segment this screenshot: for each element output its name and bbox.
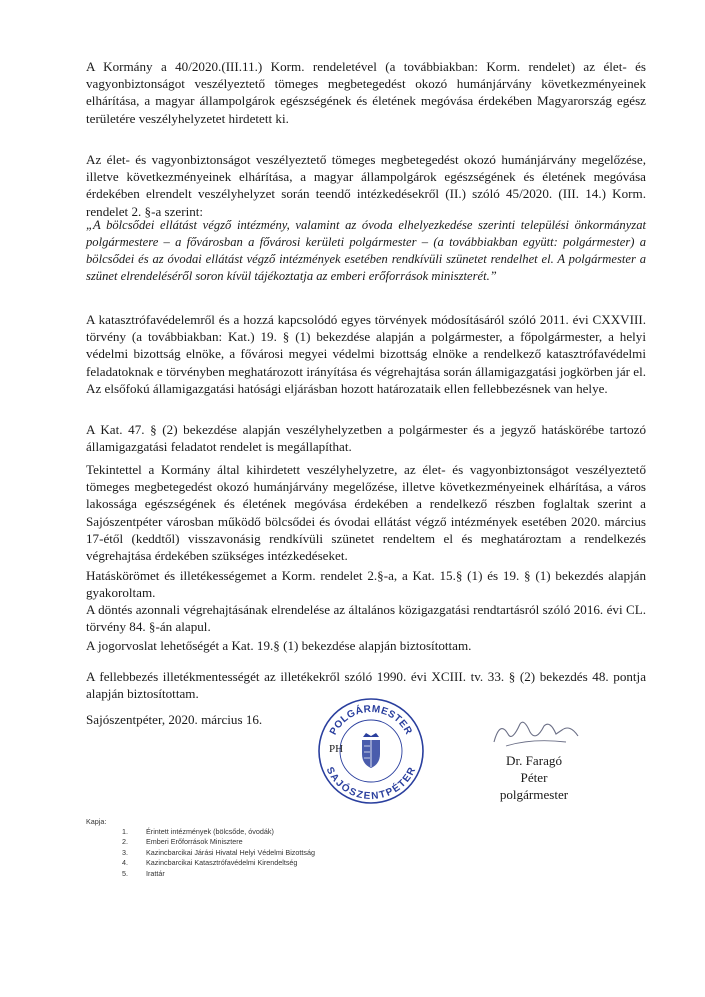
list-item: 3. Kazincbarcikai Járási Hivatal Helyi Védelmi Bizottság — [122, 847, 315, 857]
signatory-title: polgármester — [499, 787, 569, 802]
paragraph-9: A jogorvoslat lehetőségét a Kat. 19.§ (1) bekezdése alapján biztosítottam. — [86, 638, 472, 653]
paragraph-8: A döntés azonnali végrehajtásának elrendelése az általános közigazgatási rendtartásról szóló 2016. évi CL. törvény 84. §-án alapul. — [86, 602, 646, 635]
paragraph-4: A katasztrófavédelemről és a hozzá kapcsolódó egyes törvények módosításáról szóló 2011. évi CXXVIII. törvény (a továbbiakban: Kat.) 19. § (1) bekezdése alapján a polgármester, a főpolgármester, a helyi védelmi bizottság elnöke, a fővárosi megyei védelmi bizottság elnöke a rendelkező katasztrófavédelmi feladatoknak e törvényben meghatározott irányítása és végrehajtása során államigazgatási jogkörben jár el. Az elsőfokú államigazgatási hatósági eljárásban hozott határozataik ellen fellebbezésnek van helye. — [86, 312, 646, 396]
signatory-name: Dr. Faragó Péter — [506, 753, 562, 785]
paragraph-1: A Kormány a 40/2020.(III.11.) Korm. rendeletével (a továbbiakban: Korm. rendelet) az élet- és vagyonbiztonságot veszélyeztető tömeges megbetegedést okozó humánjárvány következményeinek elhárítása, a magyar állampolgárok egészségének és életének megóvása érdekében Magyarország egész területére veszélyhelyzetet hirdetett ki. — [86, 59, 646, 126]
signature-scribble — [486, 712, 586, 756]
svg-text:SAJÓSZENTPÉTER — [323, 765, 418, 802]
paragraph-5: A Kat. 47. § (2) bekezdése alapján veszélyhelyzetben a polgármester és a jegyző hatáskörébe tartozó államigazgatási feladatot rendelet is megállapíthat. — [86, 422, 646, 455]
quoted-paragraph: „A bölcsődei ellátást végző intézmény, valamint az óvoda elhelyezkedése szerinti települési önkormányzat polgármestere – a fővárosban a fővárosi kerületi polgármester – (a továbbiakban együtt: polgármester) a bölcsődei és az óvodai ellátást végző intézmények esetében rendkívüli szünetet rendelhet el. A polgármester a szünet elrendeléséről soron kívül tájékoztatja az emberi erőforrások miniszterét.” — [86, 218, 646, 283]
official-seal — [316, 696, 426, 806]
list-item: 2. Emberi Erőforrások Minisztere — [122, 837, 243, 847]
signatory-block — [491, 752, 577, 803]
list-item: 5. Irattár — [122, 868, 165, 878]
list-item: 4. Kazincbarcikai Katasztrófavédelmi Kirendeltség — [122, 858, 298, 868]
recipients-list — [122, 827, 315, 879]
paragraph-10: A fellebbezés illetékmentességét az illetékekről szóló 1990. évi XCIII. tv. 33. § (2) bekezdés 48. pontja alapján biztosítottam. — [86, 669, 646, 702]
recipients-label: Kapja: — [86, 817, 107, 826]
paragraph-7: Hatáskörömet és illetékességemet a Korm. rendelet 2.§-a, a Kat. 15.§ (1) és 19. § (1) bekezdés alapján gyakoroltam. — [86, 568, 646, 601]
list-item: 1. Érintett intézmények (bölcsőde, óvodák) — [122, 827, 274, 836]
seal-ph-mark: PH — [329, 743, 344, 755]
paragraph-2: Az élet- és vagyonbiztonságot veszélyeztető tömeges megbetegedést okozó humánjárvány megelőzése, illetve következményeinek elhárítása, a magyar állampolgárok egészségének és életének megóvása érdekében elrendelt veszélyhelyzet során teendő intézkedésekről (II.) szóló 45/2020. (III. 14.) Korm. rendelet 2. §-a szerint: — [86, 152, 646, 219]
seal-top-text: POLGÁRMESTER — [328, 703, 414, 737]
coat-of-arms-icon — [362, 733, 380, 768]
seal-bottom-text: SAJÓSZENTPÉTER — [323, 765, 419, 803]
paragraph-6: Tekintettel a Kormány által kihirdetett veszélyhelyzetre, az élet- és vagyonbiztonságot veszélyeztető tömeges megbetegedést okozó humánjárvány megelőzése, illetve következményeinek elhárítása, a város lakossága egészségének és életének megóvása érdekében a rendelkező részben foglaltak szerint a Sajószentpéter városban működő bölcsődei és óvodai ellátást végző intézmények esetében 2020. március 17-étől (keddtől) visszavonásig rendkívüli szünetet rendeltem el és meghatároztam a rendelkezés végrehajtása érdekében szükséges intézkedéseket. — [86, 462, 646, 564]
date-line: Sajószentpéter, 2020. március 16. — [86, 712, 263, 727]
